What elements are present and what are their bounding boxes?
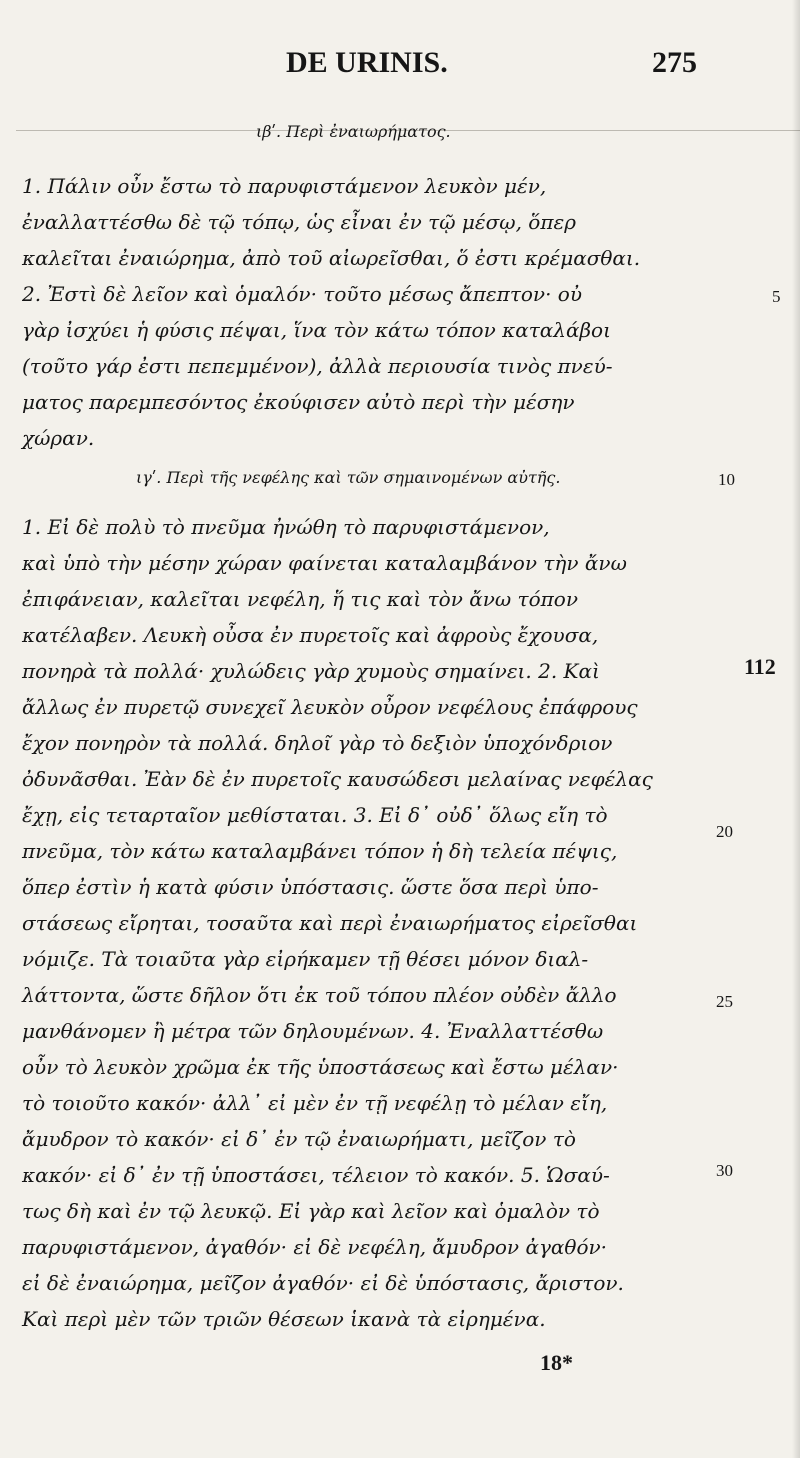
text-line: εἰ δὲ ἐναιώρημα, μεῖζον ἀγαθόν· εἰ δὲ ὑπόστασις, ἄριστον. xyxy=(22,1271,624,1295)
line-number: 5 xyxy=(772,287,781,306)
margin-reference-number: 112 xyxy=(744,654,776,679)
text-line: 1. Εἰ δὲ πολὺ τὸ πνεῦμα ἠνώθη τὸ παρυφιστάμενον, xyxy=(22,515,550,539)
text-line: οὖν τὸ λευκὸν χρῶμα ἐκ τῆς ὑποστάσεως καὶ ἔστω μέλαν· xyxy=(22,1055,619,1079)
text-line: ὅπερ ἐστὶν ἡ κατὰ φύσιν ὑπόστασις. ὥστε ὅσα περὶ ὑπο- xyxy=(22,875,599,899)
text-line: (τοῦτο γάρ ἐστι πεπεμμένον), ἀλλὰ περιουσία τινὸς πνεύ- xyxy=(22,354,613,378)
text-line: Καὶ περὶ μὲν τῶν τριῶν θέσεων ἱκανὰ τὰ εἰρημένα. xyxy=(22,1307,546,1331)
running-head-title: DE URINIS. xyxy=(286,46,448,79)
text-line: χώραν. xyxy=(22,426,95,450)
line-number: 25 xyxy=(716,992,733,1011)
text-line: λάττοντα, ὥστε δῆλον ὅτι ἐκ τοῦ τόπου πλέον οὐδὲν ἄλλο xyxy=(22,983,617,1007)
page-edge-shadow xyxy=(792,0,800,1458)
text-line: 2. Ἐστὶ δὲ λεῖον καὶ ὁμαλόν· τοῦτο μέσως ἄπεπτον· οὐ xyxy=(22,282,582,306)
text-line: 1. Πάλιν οὖν ἔστω τὸ παρυφιστάμενον λευκὸν μέν, xyxy=(22,174,547,198)
text-line: στάσεως εἴρηται, τοσαῦτα καὶ περὶ ἐναιωρήματος εἰρεῖσθαι xyxy=(22,911,638,935)
text-line: ἄμυδρον τὸ κακόν· εἰ δ᾽ ἐν τῷ ἐναιωρήματι, μεῖζον τὸ xyxy=(22,1127,576,1151)
text-line: παρυφιστάμενον, ἀγαθόν· εἰ δὲ νεφέλη, ἄμυδρον ἀγαθόν· xyxy=(22,1235,607,1259)
text-line: καὶ ὑπὸ τὴν μέσην χώραν φαίνεται καταλαμβάνον τὴν ἄνω xyxy=(22,551,627,575)
text-line: ὀδυνᾶσθαι. Ἐὰν δὲ ἐν πυρετοῖς καυσώδεσι μελαίνας νεφέλας xyxy=(22,767,653,791)
text-line: νόμιζε. Τὰ τοιαῦτα γὰρ εἰρήκαμεν τῇ θέσει μόνον διαλ- xyxy=(22,947,589,971)
text-line: ἐπιφάνειαν, καλεῖται νεφέλη, ἥ τις καὶ τὸν ἄνω τόπον xyxy=(22,587,579,611)
text-line: τὸ τοιοῦτο κακόν· ἀλλ᾽ εἰ μὲν ἐν τῇ νεφέλῃ τὸ μέλαν εἴη, xyxy=(22,1091,608,1115)
text-line: τως δὴ καὶ ἐν τῷ λευκῷ. Εἰ γὰρ καὶ λεῖον καὶ ὁμαλὸν τὸ xyxy=(22,1199,600,1223)
section-12-heading: ιβʹ. Περὶ ἐναιωρήματος. xyxy=(256,122,451,141)
text-line: ἔχῃ, εἰς τεταρταῖον μεθίσταται. 3. Εἰ δ᾽ οὐδ᾽ ὅλως εἴη τὸ xyxy=(22,803,608,827)
line-number: 30 xyxy=(716,1161,733,1180)
text-line: ἐναλλαττέσθω δὲ τῷ τόπῳ, ὡς εἶναι ἐν τῷ μέσῳ, ὅπερ xyxy=(22,210,576,234)
text-line: ἔχον πονηρὸν τὰ πολλά. δηλοῖ γὰρ τὸ δεξιὸν ὑποχόνδριον xyxy=(22,731,613,755)
line-number: 10 xyxy=(718,470,735,489)
text-line: ἄλλως ἐν πυρετῷ συνεχεῖ λευκὸν οὖρον νεφέλους ἐπάφρους xyxy=(22,695,638,719)
text-line: ματος παρεμπεσόντος ἐκούφισεν αὐτὸ περὶ τὴν μέσην xyxy=(22,390,575,414)
text-line: πνεῦμα, τὸν κάτω καταλαμβάνει τόπον ἡ δὴ τελεία πέψις, xyxy=(22,839,618,863)
text-line: μανθάνομεν ἢ μέτρα τῶν δηλουμένων. 4. Ἐναλλαττέσθω xyxy=(22,1019,604,1043)
page-number: 275 xyxy=(652,46,697,79)
text-line: κακόν· εἰ δ᾽ ἐν τῇ ὑποστάσει, τέλειον τὸ κακόν. 5. Ὡσαύ- xyxy=(22,1163,610,1187)
signature-mark: 18* xyxy=(540,1350,573,1375)
text-line: καλεῖται ἐναιώρημα, ἀπὸ τοῦ αἰωρεῖσθαι, ὅ ἐστι κρέμασθαι. xyxy=(22,246,641,270)
text-line: γὰρ ἰσχύει ἡ φύσις πέψαι, ἵνα τὸν κάτω τόπον καταλάβοι xyxy=(22,318,611,342)
line-number: 20 xyxy=(716,822,733,841)
text-line: κατέλαβεν. Λευκὴ οὖσα ἐν πυρετοῖς καὶ ἀφροὺς ἔχουσα, xyxy=(22,623,599,647)
text-line: πονηρὰ τὰ πολλά· χυλώδεις γὰρ χυμοὺς σημαίνει. 2. Καὶ xyxy=(22,659,600,683)
section-13-heading: ιγʹ. Περὶ τῆς νεφέλης καὶ τῶν σημαινομένων αὐτῆς. xyxy=(136,468,561,487)
